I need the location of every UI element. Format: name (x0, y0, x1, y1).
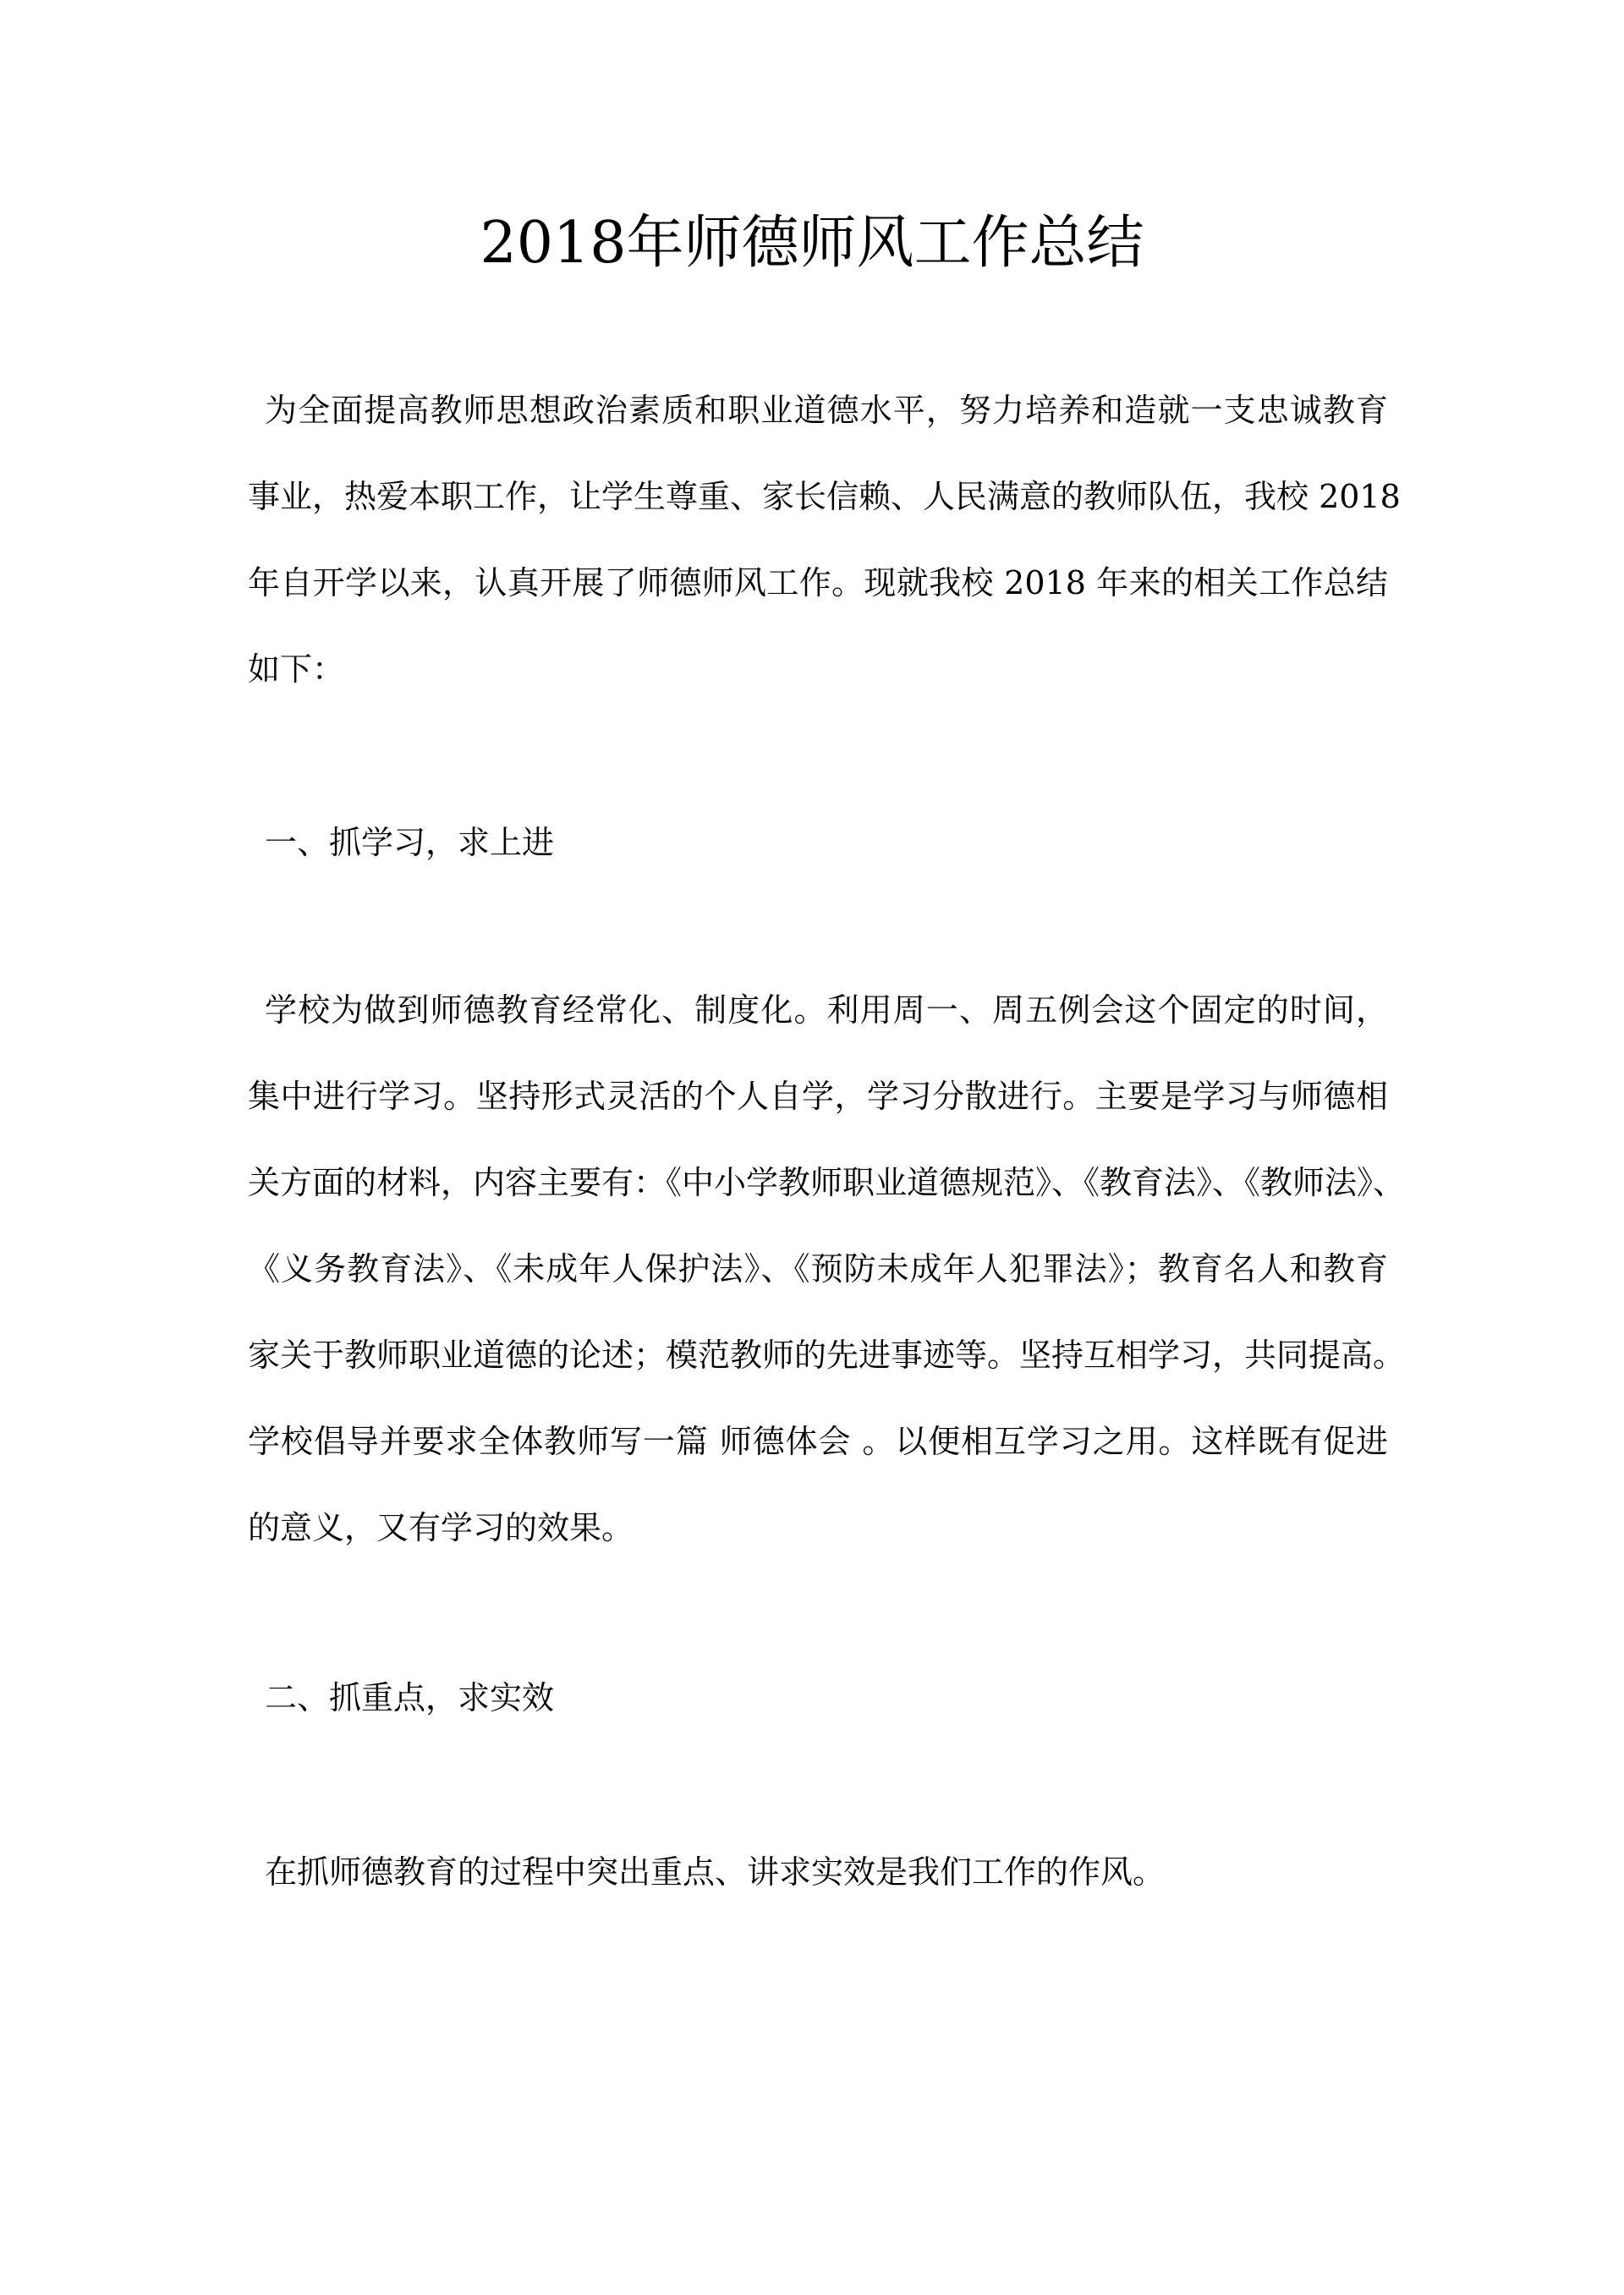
paragraph-line: 集中进行学习。坚持形式灵活的个人自学，学习分散进行。主要是学习与师德相 (248, 1078, 1388, 1115)
paragraph-line: 如下： (248, 651, 345, 688)
paragraph-line: 家关于教师职业道德的论述；模范教师的先进事迹等。坚持互相学习，共同提高。 (248, 1337, 1406, 1374)
section-heading: 二、抓重点，求实效 (265, 1679, 555, 1716)
section-2-paragraph (248, 1829, 1388, 1915)
paragraph-line: 在抓师德教育的过程中突出重点、讲求实效是我们工作的作风。 (265, 1853, 1166, 1891)
section-1-paragraph (248, 967, 1406, 1571)
paragraph-line: 学校为做到师德教育经常化、制度化。利用周一、周五例会这个固定的时间， (265, 991, 1388, 1029)
section-heading: 一、抓学习，求上进 (265, 824, 555, 861)
paragraph-line: 学校倡导并要求全体教师写一篇 师德体会 。以便相互学习之用。这样既有促进 (248, 1423, 1388, 1460)
paragraph-line: 关方面的材料，内容主要有：《中小学教师职业道德规范》、《教育法》、《教师法》、 (248, 1164, 1406, 1201)
paragraph-line: 为全面提高教师思想政治素质和职业道德水平，努力培养和造就一支忠诚教育 (265, 392, 1388, 429)
paragraph-line: 的意义，又有学习的效果。 (248, 1509, 634, 1546)
document-title: 2018年师德师风工作总结 (480, 210, 1144, 277)
section-heading-2 (248, 1655, 1388, 1741)
intro-paragraph (248, 367, 1401, 712)
paragraph-line: 事业，热爱本职工作，让学生尊重、家长信赖、人民满意的教师队伍，我校 2018 (248, 478, 1401, 515)
section-heading-1 (248, 799, 1388, 886)
paragraph-line: 《义务教育法》、《未成年人保护法》、《预防未成年人犯罪法》；教育名人和教育 (248, 1250, 1388, 1288)
paragraph-line: 年自开学以来，认真开展了师德师风工作。现就我校 2018 年来的相关工作总结 (248, 564, 1388, 601)
